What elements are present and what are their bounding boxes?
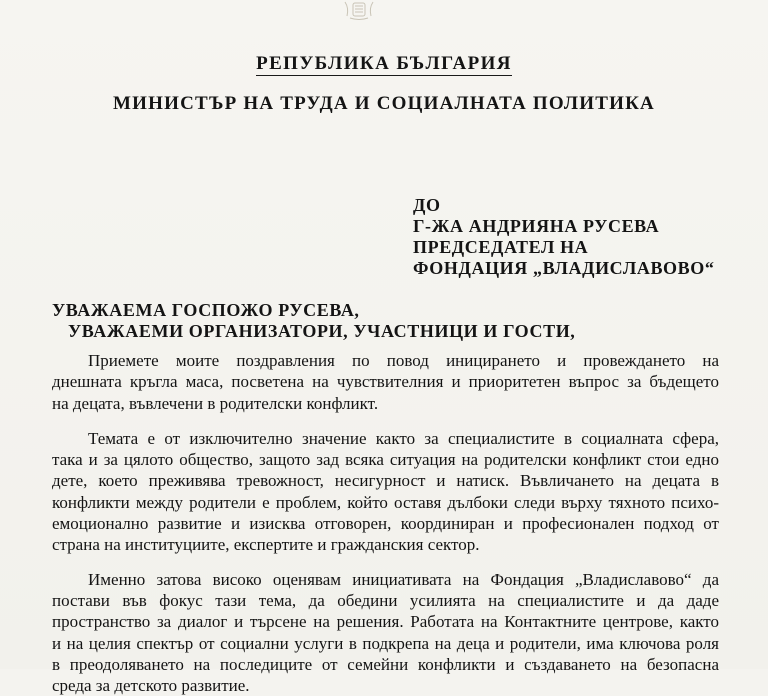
paragraph-line: Именно затова високо оценявам инициативата на Фондация „Владиславово“ да (88, 569, 719, 589)
paragraph-line: емоционално развитие и изисква отговорен, координиран и професионален подход от (52, 514, 719, 534)
paragraph-line: така и за цялото общество, защото зад всяка ситуация на родителски конфликт стои едно (52, 450, 719, 470)
salutation (52, 300, 575, 342)
paragraph-line: Темата е от изключително значение както за специалистите в социалната сфера, (88, 428, 719, 448)
minister-heading: МИНИСТЪР НА ТРУДА И СОЦИАЛНАТА ПОЛИТИКА (113, 93, 655, 114)
recipient-name: Г-ЖА АНДРИЯНА РУСЕВА (413, 216, 660, 236)
salutation-line-1: УВАЖАЕМА ГОСПОЖО РУСЕВА, (52, 300, 360, 320)
paragraph-line: дете, което преживява тревожност, несигурност и натиск. Въвличането на децата в (52, 471, 719, 491)
paragraph-line: среда за детското развитие. (52, 676, 250, 696)
coat-of-arms-icon (339, 0, 379, 20)
republic-heading: РЕПУБЛИКА БЪЛГАРИЯ (256, 53, 512, 74)
paragraph-line: на децата, въвлечени в родителски конфликт. (52, 393, 379, 413)
paragraph-line: в преодоляването на последиците от семейни конфликти и създаването на безопасна (52, 654, 719, 674)
paragraph-line: Приемете моите поздравления по повод иницирането и провеждането на (88, 351, 719, 370)
recipient-position: ПРЕДСЕДАТЕЛ НА (413, 237, 589, 257)
recipient-organization: ФОНДАЦИЯ „ВЛАДИСЛАВОВО“ (413, 258, 715, 278)
recipient-to: ДО (413, 195, 441, 215)
paragraph-line: постави във фокус тази тема, да обедини усилията на специалистите и да даде (52, 590, 719, 610)
recipient-block (413, 195, 714, 279)
paragraph-1 (52, 350, 719, 414)
paragraph-3 (52, 569, 719, 696)
paragraph-line: пространство за диалог и търсене на решения. Работата на Контактните центрове, както (52, 612, 719, 632)
letter-body (52, 350, 719, 696)
salutation-line-2: УВАЖАЕМИ ОРГАНИЗАТОРИ, УЧАСТНИЦИ И ГОСТИ, (68, 321, 576, 341)
paragraph-line: страна на институциите, експертите и гражданския сектор. (52, 535, 480, 555)
paragraph-2 (52, 428, 719, 556)
paragraph-line: днешната кръгла маса, посветена на чувствителния и приоритетен въпрос за бъдещето (52, 372, 719, 392)
paragraph-line: и на целия спектър от социални услуги в подкрепа на деца и родители, има ключова роля (52, 633, 719, 653)
paragraph-line: конфликти между родители е проблем, който оставя дълбоки следи върху тяхното психо- (52, 492, 719, 512)
